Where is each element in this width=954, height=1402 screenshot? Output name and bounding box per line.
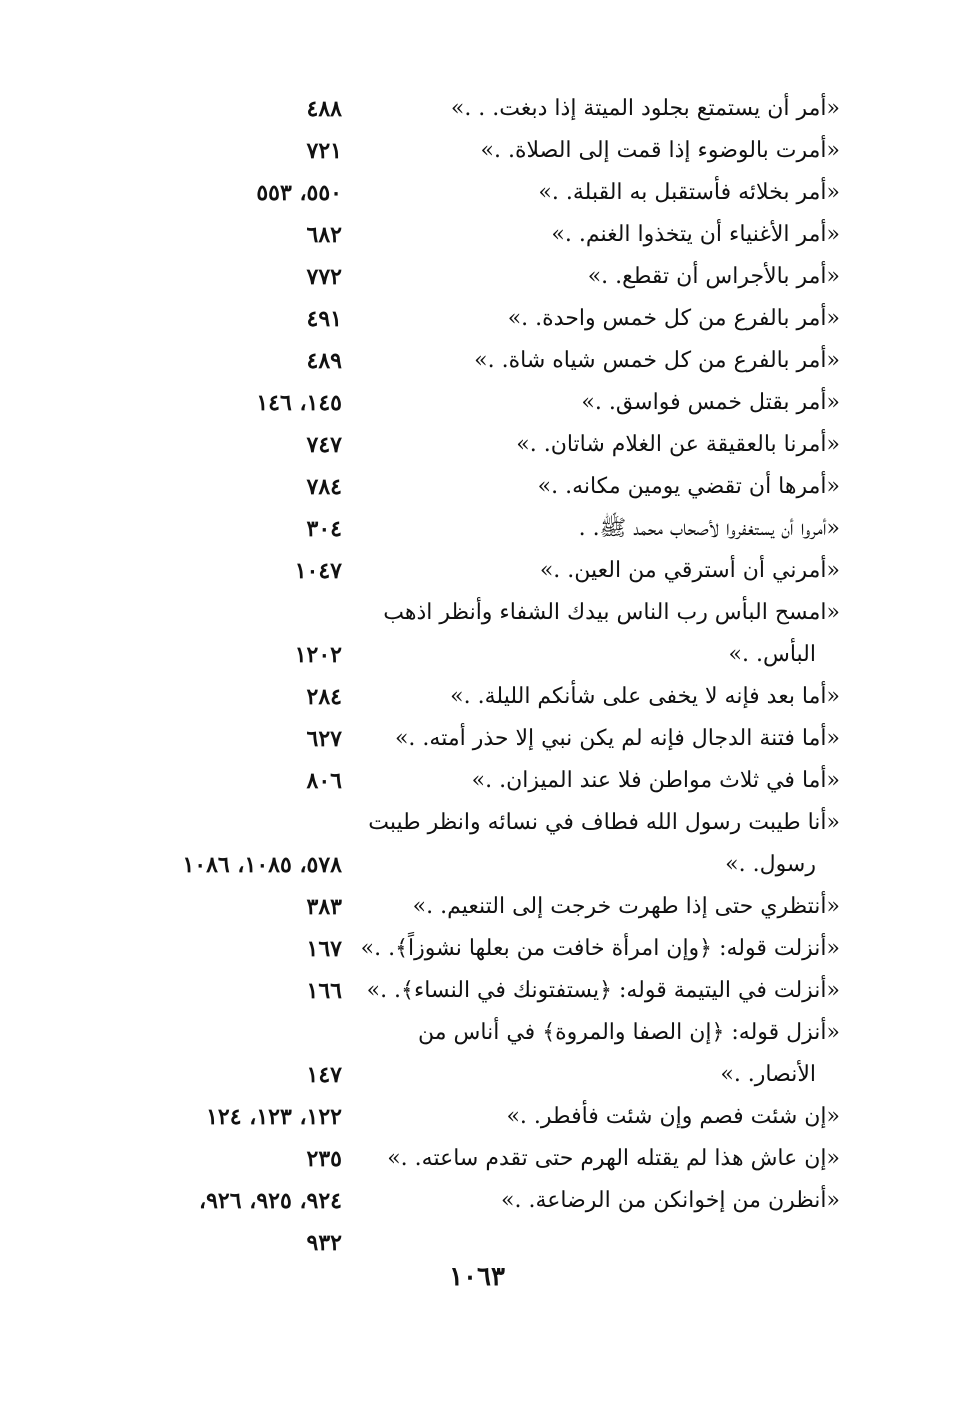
entry-pages: ٢٨٤ [306, 684, 342, 710]
entry-pages: ٥٥٠، ٥٥٣ [256, 180, 342, 206]
entry-pages: ١٦٧ [306, 936, 342, 962]
entry-pages: ٩٢٤، ٩٢٥، ٩٢٦، [199, 1188, 342, 1214]
entry-text: «أمر بخلائه فأستقبل به القبلة. .» [538, 180, 840, 205]
index-entry [120, 802, 840, 886]
index-entry [120, 550, 840, 592]
entry-text: «إن عاش هذا لم يقتله الهرم حتى تقدم ساعته. .» [387, 1146, 840, 1171]
entry-pages: ٧٤٧ [306, 432, 342, 458]
index-entry [120, 1096, 840, 1138]
entry-text: «أمرها أن تقضي يومين مكانه. .» [537, 474, 840, 499]
index-entry [120, 760, 840, 802]
entry-pages: ٨٠٦ [306, 768, 342, 794]
index-entry [120, 1180, 840, 1264]
entry-text: «أنتظري حتى إذا طهرت خرجت إلى التنعيم. .» [412, 894, 840, 919]
index-entry [120, 718, 840, 760]
entry-pages: ٣٨٣ [306, 894, 342, 920]
index-entry [120, 424, 840, 466]
index-entry [120, 1012, 840, 1096]
entry-text: «أمر الأغنياء أن يتخذوا الغنم. .» [551, 222, 840, 247]
index-entry [120, 928, 840, 970]
entry-pages: ١٢٢، ١٢٣، ١٢٤ [206, 1104, 342, 1130]
entry-pages: ١٤٧ [306, 1062, 342, 1088]
index-entry [120, 592, 840, 676]
index-entry [120, 130, 840, 172]
entry-text-line1: «امسح البأس رب الناس بيدك الشفاء وأنظر اذهب [383, 600, 840, 625]
entry-text: «أما في ثلاث مواطن فلا عند الميزان. .» [471, 768, 840, 793]
entry-text: «أمر بالأجراس أن تقطع. .» [587, 264, 840, 289]
entry-text-line2: الأنصار. .» [720, 1062, 816, 1087]
index-entry [120, 886, 840, 928]
entry-text: «أنظرن من إخوانكن من الرضاعة. .» [501, 1188, 840, 1213]
entry-text-line1: «أنا طيبت رسول الله فطاف في نسائه وانظر طيبت [368, 810, 840, 835]
entry-text-line2: البأس. .» [728, 642, 816, 667]
entry-pages: ١٦٦ [306, 978, 342, 1004]
index-entry [120, 256, 840, 298]
entry-text: «أما فتنة الدجال فإنه لم يكن نبي إلا حذر أمته. .» [394, 726, 840, 751]
index-entry [120, 172, 840, 214]
entry-pages: ٦٨٢ [306, 222, 342, 248]
index-entry [120, 1138, 840, 1180]
index-entry [120, 970, 840, 1012]
entry-text: «أمر بقتل خمس فواسق. .» [581, 390, 840, 415]
entry-text: «أنزلت قوله: ﴿وإن امرأة خافت من بعلها نشوزاً﴾. .» [360, 936, 840, 961]
entry-pages: ١٠٤٧ [294, 558, 342, 584]
entry-text: «أنزلت في اليتيمة قوله: ﴿يستفتونك في النساء﴾. .» [366, 978, 840, 1003]
entry-text: «أمروا أن يستغفروا لأصحاب محمد ﷺ. . [578, 516, 840, 541]
index-entry [120, 88, 840, 130]
index-entry [120, 676, 840, 718]
index-entry [120, 466, 840, 508]
entry-pages: ١٢٠٢ [294, 642, 342, 668]
entry-text: «أمر بالفرع من كل خمس شياه شاة. .» [474, 348, 840, 373]
entry-text [362, 802, 840, 886]
entry-text: «إن شئت فصم وإن شئت فأفطر. .» [506, 1104, 840, 1129]
page-number: ١٠٦٣ [449, 1262, 505, 1292]
hadith-index-list [120, 88, 840, 1264]
entry-text: «أمرنا بالعقيقة عن الغلام شاتان. .» [516, 432, 840, 457]
entry-text-line1: «أنزل قوله: ﴿إن الصفا والمروة﴾ في أناس من [418, 1020, 840, 1045]
entry-pages: ٧٨٤ [306, 474, 342, 500]
entry-pages: ٣٠٤ [306, 516, 342, 542]
entry-text [362, 592, 840, 676]
entry-text: «أمرني أن أسترقي من العين. .» [539, 558, 840, 583]
entry-pages: ٥٧٨، ١٠٨٥، ١٠٨٦ [182, 852, 342, 878]
entry-pages: ٦٢٧ [306, 726, 342, 752]
index-entry [120, 214, 840, 256]
entry-pages: ٢٣٥ [306, 1146, 342, 1172]
entry-text: «أمر بالفرع من كل خمس واحدة. .» [507, 306, 840, 331]
index-entry [120, 382, 840, 424]
entry-pages: ١٤٥، ١٤٦ [256, 390, 342, 416]
entry-pages: ٤٨٩ [306, 348, 342, 374]
entry-pages: ٧٢١ [306, 138, 342, 164]
entry-text: «أما بعد فإنه لا يخفى على شأنكم الليلة. .» [450, 684, 840, 709]
index-entry [120, 298, 840, 340]
entry-pages-continued: ٩٣٢ [306, 1230, 342, 1256]
entry-text: «أمر أن يستمتع بجلود الميتة إذا دبغت. . .» [450, 96, 840, 121]
index-entry [120, 508, 840, 550]
entry-pages: ٧٧٢ [306, 264, 342, 290]
entry-text [362, 1012, 840, 1096]
entry-pages: ٤٨٨ [306, 96, 342, 122]
entry-pages: ٤٩١ [306, 306, 342, 332]
entry-text-line2: رسول. .» [725, 852, 816, 877]
entry-text: «أمرت بالوضوء إذا قمت إلى الصلاة. .» [480, 138, 840, 163]
index-entry [120, 340, 840, 382]
